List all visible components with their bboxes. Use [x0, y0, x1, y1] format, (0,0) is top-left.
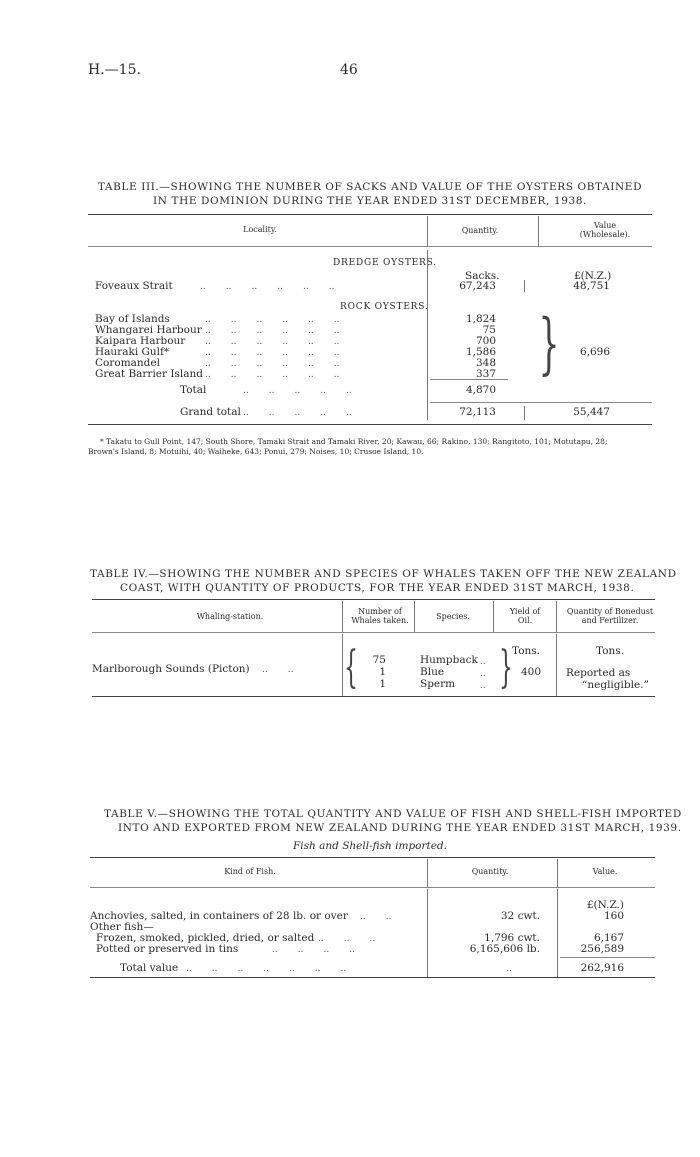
table-iii-vrule [427, 250, 428, 420]
table-iv-vrule [342, 601, 343, 633]
table-iii-rock-value: 6,696 [579, 346, 610, 358]
table-iii-rock-quantity: 75 [482, 324, 496, 336]
table-iv-vrule [556, 601, 557, 633]
table-iii-footnote: Brown's Island, 8; Motuihi, 40; Waiheke, 643; Ponui, 279; Noises, 10; Crusoe Island, 10. [88, 447, 424, 456]
table-v-vrule [557, 859, 558, 887]
table-iii-rock-locality: Whangarei Harbour [95, 324, 202, 336]
table-iii-unit-nz: £(N.Z.) [574, 270, 612, 282]
table-iii-dredge-quantity: 67,243 [459, 280, 496, 292]
leader-dots: .. .. [262, 665, 294, 675]
table-iv-unit-oil: Tons. [512, 645, 540, 657]
table-iii-col-quantity: Quantity. [461, 226, 499, 235]
table-v-quantity: 6,165,606 lb. [469, 943, 540, 955]
table-iv-col-bonedust: and Fertilizer. [581, 616, 639, 625]
table-iv-head-rule [92, 632, 655, 633]
table-iv-right-brace: } [499, 642, 513, 693]
table-iv-top-rule [92, 599, 655, 600]
table-iii-title-line2: IN THE DOMINION DURING THE YEAR ENDED 31ST DECEMBER, 1938. [153, 195, 587, 207]
table-iii-grand-total-value: 55,447 [573, 406, 610, 418]
page-ref: H.—15. [88, 62, 141, 78]
table-iv-col-species: Species. [436, 612, 470, 621]
table-v-subtitle: Fish and Shell-fish imported. [292, 840, 447, 852]
table-iii-vrule [538, 216, 539, 246]
table-iii-rock-brace: } [538, 305, 560, 382]
table-iv-title-line1: TABLE IV.—SHOWING THE NUMBER AND SPECIES OF WHALES TAKEN OFF THE NEW ZEALAND [90, 568, 677, 580]
leader-dots: .. .. .. [318, 934, 376, 944]
table-iii-dredge-locality: Foveaux Strait [95, 280, 173, 292]
table-v-unit-nz: £(N.Z.) [586, 899, 624, 911]
table-v-title-line1: TABLE V.—SHOWING THE TOTAL QUANTITY AND VALUE OF FISH AND SHELL-FISH IMPORTED [104, 808, 682, 820]
table-v-col-kind: Kind of Fish. [224, 867, 276, 876]
table-v-col-quantity: Quantity. [471, 867, 509, 876]
table-iv-vrule [414, 601, 415, 633]
table-iii-rock-quantity: 337 [475, 368, 496, 380]
table-v-col-value: Value. [592, 867, 618, 876]
table-iii-subtotal-rule [430, 379, 508, 380]
table-iv-col-yield: Oil. [517, 616, 533, 625]
table-v-kind: Anchovies, salted, in containers of 28 lb. or over [90, 910, 348, 922]
table-iii-dredge-value: 48,751 [573, 280, 610, 292]
table-iii-total-quantity: 4,870 [465, 384, 496, 396]
table-iv-bottom-rule [92, 696, 655, 697]
table-iv-number: 1 [379, 666, 386, 678]
table-v-quantity: 32 cwt. [500, 910, 540, 922]
table-iii-rock-quantity: 1,586 [465, 346, 496, 358]
table-iii-section-dredge: DREDGE OYSTERS. [333, 258, 437, 268]
table-iii-grandtotal-rule [430, 402, 652, 403]
table-iv-col-yield: Yield of [509, 607, 541, 616]
table-v-vrule [427, 889, 428, 977]
table-v-kind: Frozen, smoked, pickled, dried, or salted [96, 932, 315, 944]
table-iv-unit-bonedust: Tons. [596, 645, 624, 657]
table-v-vrule [427, 859, 428, 887]
table-iii-rock-quantity: 700 [475, 335, 496, 347]
table-iii-grand-total-label: Grand total [180, 406, 241, 418]
table-iii-rock-quantity: 348 [475, 357, 496, 369]
table-iv-yield-oil: 400 [521, 666, 542, 678]
table-iv-col-number: Number of [358, 607, 402, 616]
table-iii-top-rule [88, 214, 652, 215]
table-iv-bonedust-line1: Reported as [566, 667, 631, 679]
table-v-total-label: Total value [120, 962, 179, 974]
table-v-subtotal-rule [560, 957, 655, 958]
table-v-value: 256,589 [580, 943, 624, 955]
leader-dots: .. .. .. .. .. [243, 408, 352, 418]
table-v-title-line2: INTO AND EXPORTED FROM NEW ZEALAND DURING THE YEAR ENDED 31ST MARCH, 1939. [118, 822, 682, 834]
table-iv-title-line2: COAST, WITH QUANTITY OF PRODUCTS, FOR THE YEAR ENDED 31ST MARCH, 1938. [120, 582, 635, 594]
leader-dots: .. .. .. .. .. .. .. [186, 964, 347, 974]
table-iv-species: Blue [420, 666, 445, 678]
table-v-kind: Potted or preserved in tins [96, 943, 239, 955]
table-iii-col-locality: Locality. [243, 225, 277, 234]
table-iii-rock-locality: Kaipara Harbour [95, 335, 186, 347]
leader-dots: .. .. .. .. .. .. [200, 282, 335, 292]
table-iv-station: Marlborough Sounds (Picton) [92, 663, 250, 675]
table-iv-vrule [493, 601, 494, 633]
leader-dots: .. .. [360, 912, 392, 922]
table-iii-rock-locality: Bay of Islands [95, 313, 170, 325]
table-v-vrule [557, 889, 558, 977]
table-iii-footnote: * Takatu to Gull Point, 147; South Shore, Tamaki Strait and Tamaki River, 20; Kawau, 66; Rakino, 130; Rangitoto, 101; Motutapu, 28; [100, 437, 608, 446]
table-iii-bottom-rule [88, 424, 652, 425]
table-iii-col-value: Value [593, 221, 617, 230]
table-iv-col-number: Whales taken. [351, 616, 409, 625]
table-iii-vrule [524, 406, 525, 420]
table-iii-rock-locality: Hauraki Gulf* [95, 346, 170, 358]
table-iii-section-rock: ROCK OYSTERS. [340, 302, 429, 312]
table-iv-bonedust-line2: “negligible.” [582, 679, 649, 691]
table-iv-species: Humpback [420, 654, 478, 666]
table-iv-left-brace: { [344, 642, 358, 693]
table-v-total-quantity: .. [506, 964, 512, 974]
table-iii-col-value-sub: (Wholesale). [579, 230, 631, 239]
table-iv-number: 75 [372, 654, 386, 666]
table-v-head-rule [90, 887, 655, 888]
table-iii-rock-locality: Great Barrier Island [95, 368, 204, 380]
table-iv-species: Sperm [420, 678, 456, 690]
table-v-total-value: 262,916 [580, 962, 624, 974]
page-number: 46 [340, 62, 358, 78]
table-iv-col-station: Whaling-station. [196, 612, 264, 621]
table-iii-title-line1: TABLE III.—SHOWING THE NUMBER OF SACKS AND VALUE OF THE OYSTERS OBTAINED [97, 181, 643, 193]
table-iii-rock-quantity: 1,824 [465, 313, 496, 325]
table-v-value: 6,167 [593, 932, 624, 944]
table-iii-total-label: Total [180, 384, 207, 396]
leader-dots: .. .. .. .. [272, 945, 355, 955]
table-iii-vrule [524, 280, 525, 292]
table-iv-number: 1 [379, 678, 386, 690]
table-iv-vrule [556, 634, 557, 696]
table-v-kind: Other fish— [90, 921, 154, 933]
table-iii-vrule [427, 216, 428, 246]
table-iii-head-rule [88, 246, 652, 247]
table-iii-grand-total-quantity: 72,113 [459, 406, 496, 418]
table-iii-unit-sacks: Sacks. [465, 270, 500, 282]
table-v-top-rule [90, 857, 655, 858]
table-iv-col-bonedust: Quantity of Bonedust [566, 607, 654, 616]
table-iv-vrule [342, 634, 343, 696]
leader-dots: .. .. .. [480, 657, 486, 691]
table-v-quantity: 1,796 cwt. [484, 932, 540, 944]
leader-dots: .. .. .. .. .. [243, 386, 352, 396]
table-iii-rock-locality: Coromandel [95, 357, 160, 369]
leader-dots: .. .. .. .. .. .. .. .. .. .. .. .. .. .. .. .. .. .. .. .. .. .. .. .. .. .. .. .. .. .. .. .. .. .. .. .. [205, 315, 340, 380]
table-v-bottom-rule [90, 977, 655, 978]
table-v-value: 160 [603, 910, 624, 922]
